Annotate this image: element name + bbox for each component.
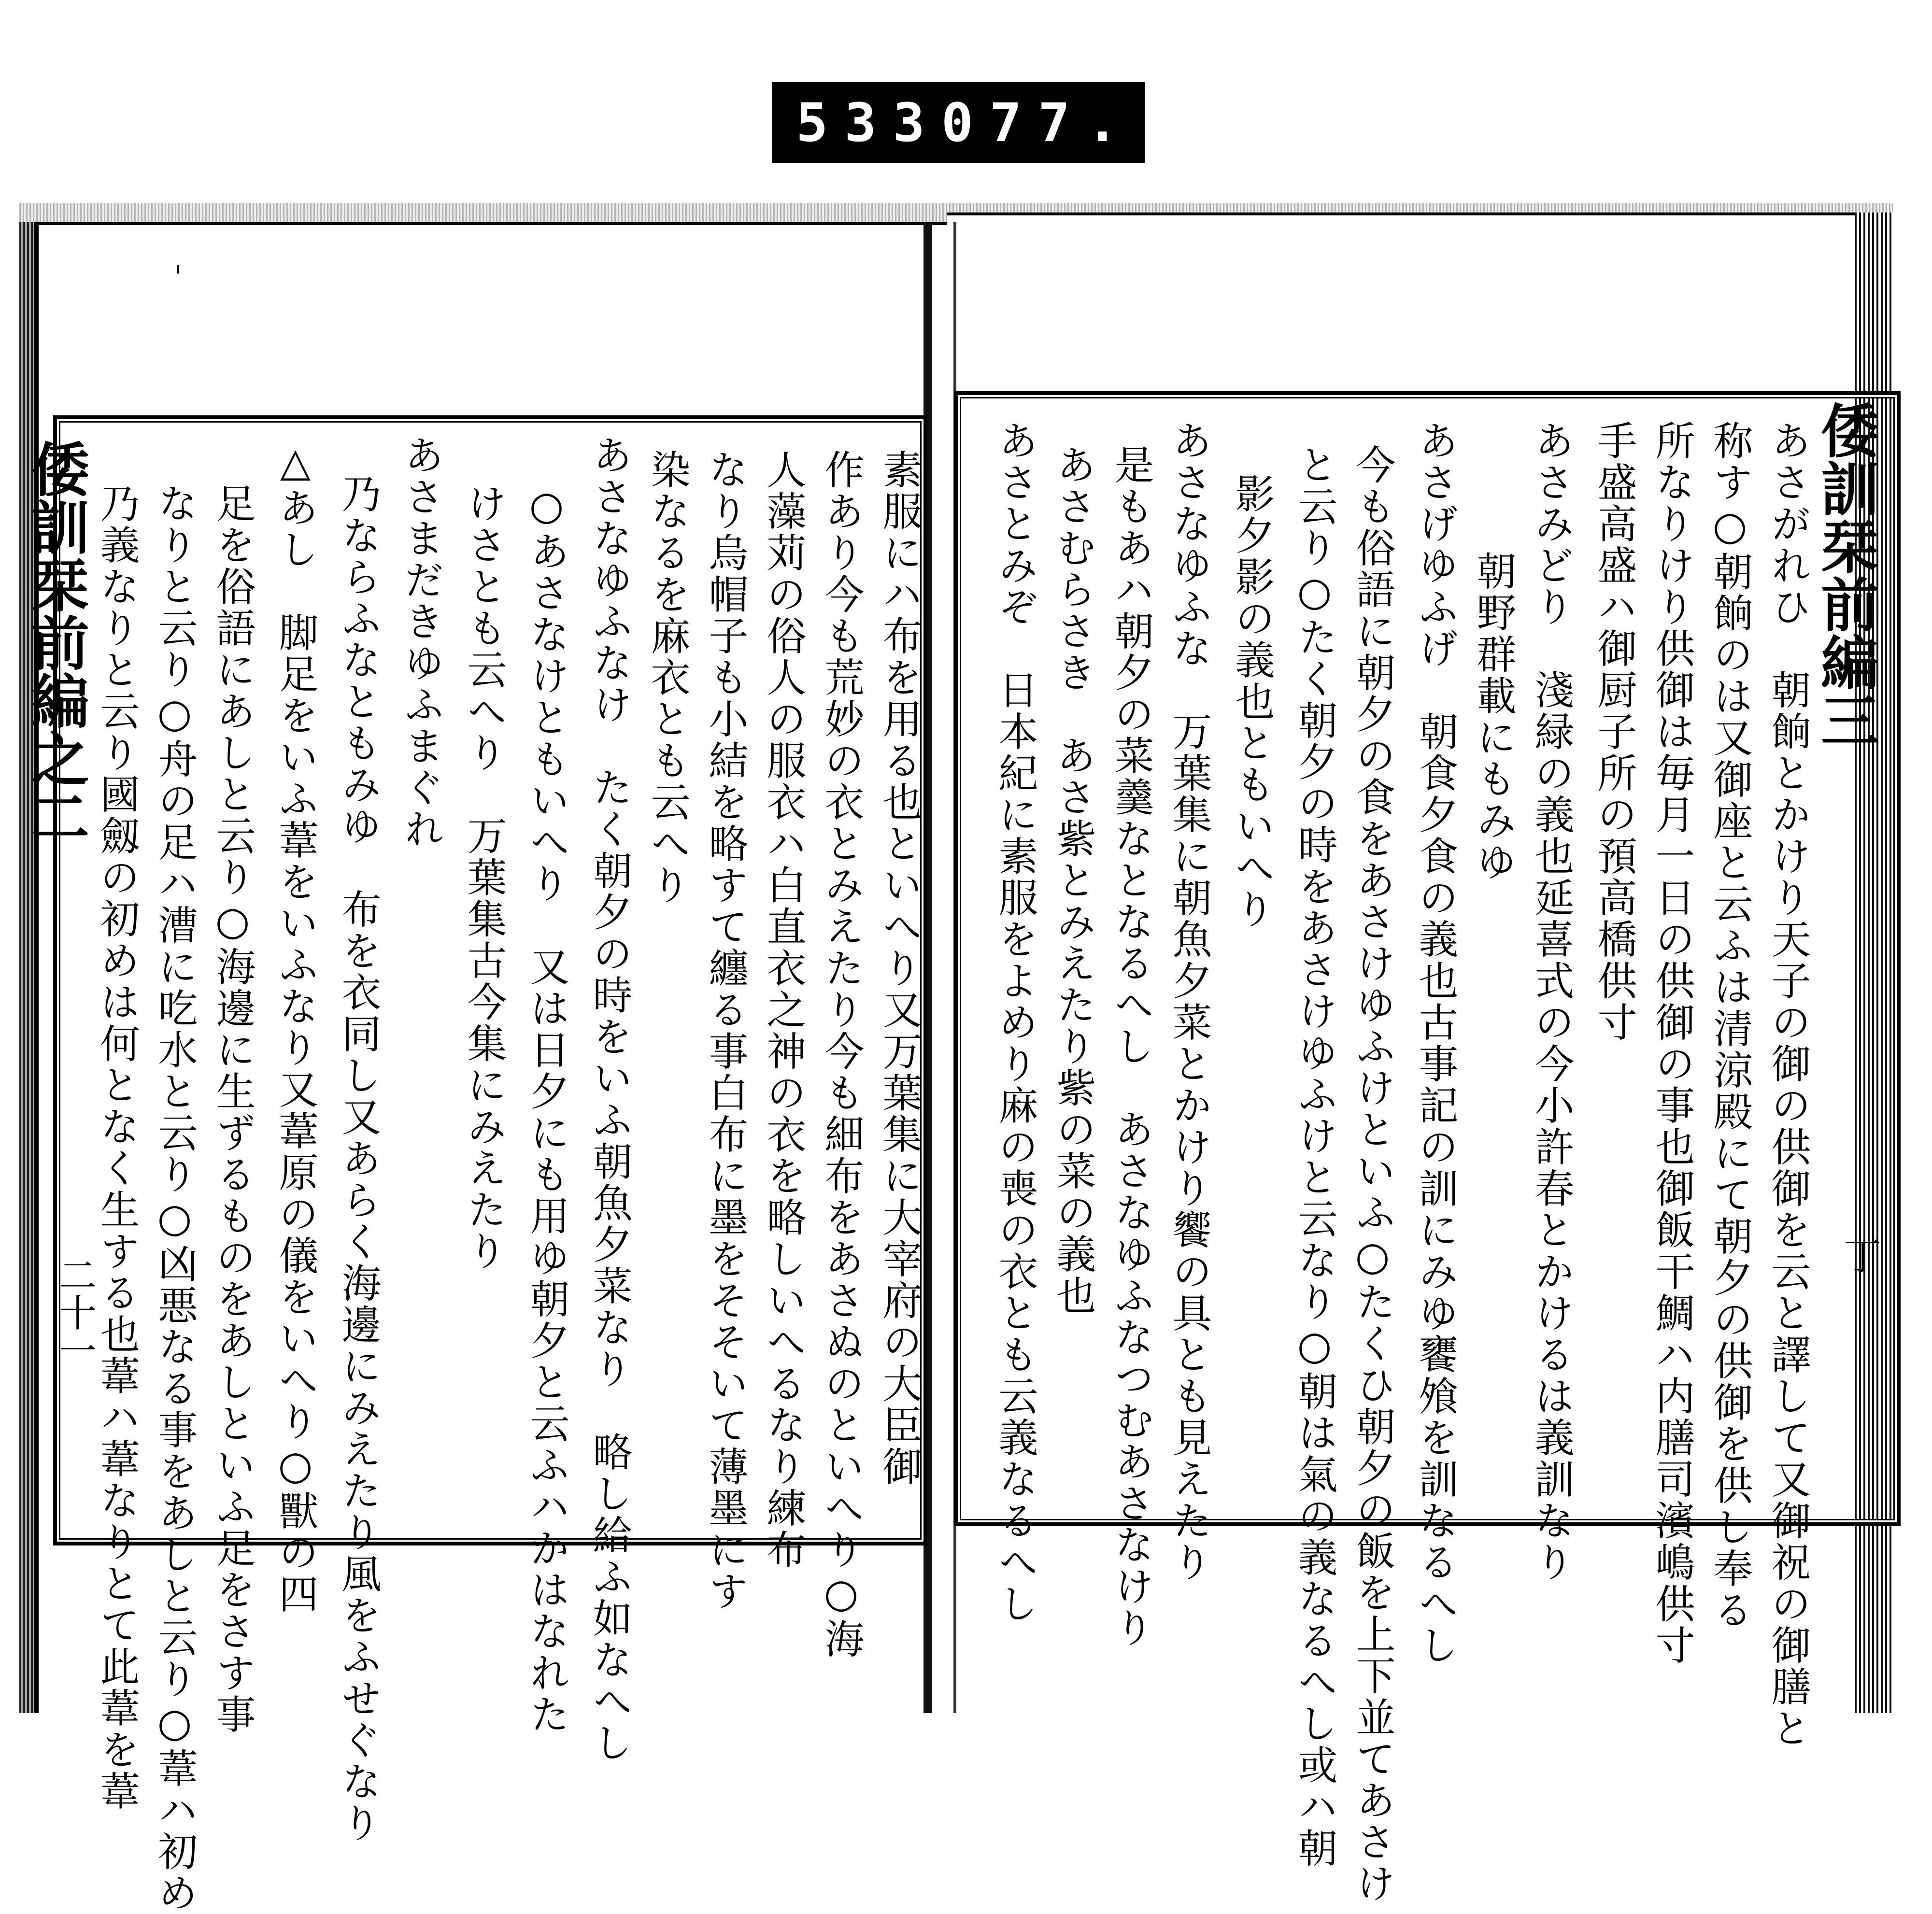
- right-page-column: あさなゆふな 万葉集に朝魚夕菜とかけり饗の具とも見えたり: [1166, 420, 1212, 1583]
- left-page-column: ○あさなけともいへり 又は日夕にも用ゆ朝夕と云ふハかはなれた: [524, 483, 569, 1735]
- right-page-column: あさとみぞ 日本紀に素服をよめり麻の喪の衣とも云義なるへし: [992, 420, 1038, 1625]
- right-page-column: 所なりけり供御は毎月一日の供御の事也御飯干鯛ハ内膳司濱嶋供寸: [1649, 420, 1695, 1666]
- left-page-column: あさなゆふなけ たく朝夕の時をいふ朝魚夕菜なり 略し給ふ如なへし: [586, 435, 632, 1764]
- right-page-column: 影夕影の義也ともいへり: [1229, 473, 1275, 930]
- archive-number-label: [772, 82, 1145, 163]
- left-page-column: なりと云り○舟の足ハ漕に吃水と云り○凶悪なる事をあしと云り○葦ハ初め: [152, 483, 198, 1914]
- right-page-column: 称す○朝餉のは又御座と云ふは清涼殿にて朝夕の供御を供し奉る: [1707, 420, 1753, 1631]
- right-page-number: 丁: [1837, 1236, 1881, 1274]
- left-page-column: 乃ならふなともみゆ 布を衣同し又あらく海邊にみえたり風をふせぐなり: [335, 473, 381, 1844]
- left-page-column: △あし 脚足をいふ葦をいふなり又葦原の儀をいへり○獸の四: [272, 440, 318, 1615]
- right-page-column: 手盛高盛ハ御厨子所の預高橋供寸: [1591, 420, 1637, 1043]
- right-page-column: 是もあハ朝夕の菜羹なとなるへし あさなゆふなつむあさなけり: [1108, 444, 1154, 1649]
- left-page-column: 作あり今も荒妙の衣とみえたり今も細布をあさぬのといへり○海: [818, 449, 864, 1660]
- right-page-column: あさみどり 淺緑の義也延喜式の今小許春とかけるは義訓なり: [1528, 420, 1574, 1583]
- left-page-column: 素服にハ布を用る也といへり又万葉集に大宰府の大臣御: [876, 449, 922, 1488]
- left-page-column: 足を俗語にあしと云り○海邊に生ずるものをあしといふ足をさす事: [210, 483, 256, 1735]
- left-page-column: あさまだきゆふまぐれ: [398, 435, 444, 850]
- left-page-number: 二十一: [53, 1256, 96, 1369]
- right-page-column: 今も俗語に朝夕の食をあさけゆふけといふ○たくひ朝夕の飯を上下並てあさけ: [1350, 444, 1395, 1904]
- right-page-column: 朝野群載にもみゆ: [1470, 551, 1516, 883]
- left-page-column: 乃義なりと云り國劔の初めは何となく生する也葦ハ葦なりとて此葦を葦: [94, 483, 140, 1812]
- right-page-column: あさげゆふげ 朝食夕食の義也古事記の訓にみゆ饔飧を訓なるへし: [1412, 420, 1458, 1666]
- margin-tick-mark: ˈ: [174, 261, 183, 297]
- left-page-column: けさとも云へり 万葉集古今集にみえたり: [461, 483, 507, 1272]
- right-page-header-title: 倭訓栞前編三: [1811, 401, 1879, 749]
- right-page-column: あさがれひ 朝餉とかけり天子の御の供御を云と譯して又御祝の御膳と: [1765, 420, 1811, 1749]
- left-page-column: なり烏帽子も小結を略すて纏る事白布に墨をそそいて薄墨にす: [702, 449, 748, 1612]
- right-page-column: と云り○たく朝夕の時をあさけゆふけと云なり○朝は氣の義なるへし或ハ朝: [1292, 444, 1337, 1869]
- archive-number-left: 533: [796, 92, 941, 154]
- right-page-column: あさむらさき あさ紫とみえたり紫の菜の義也: [1050, 444, 1096, 1317]
- left-page-header-title: 倭訓栞前編之二: [22, 440, 90, 845]
- left-page-column: 染なるを麻衣とも云へり: [644, 449, 690, 906]
- archive-number-right: 077.: [941, 92, 1135, 154]
- left-page-column: 人藻苅の俗人の服衣ハ白直衣之神の衣を略しいへるなり練布: [760, 449, 806, 1571]
